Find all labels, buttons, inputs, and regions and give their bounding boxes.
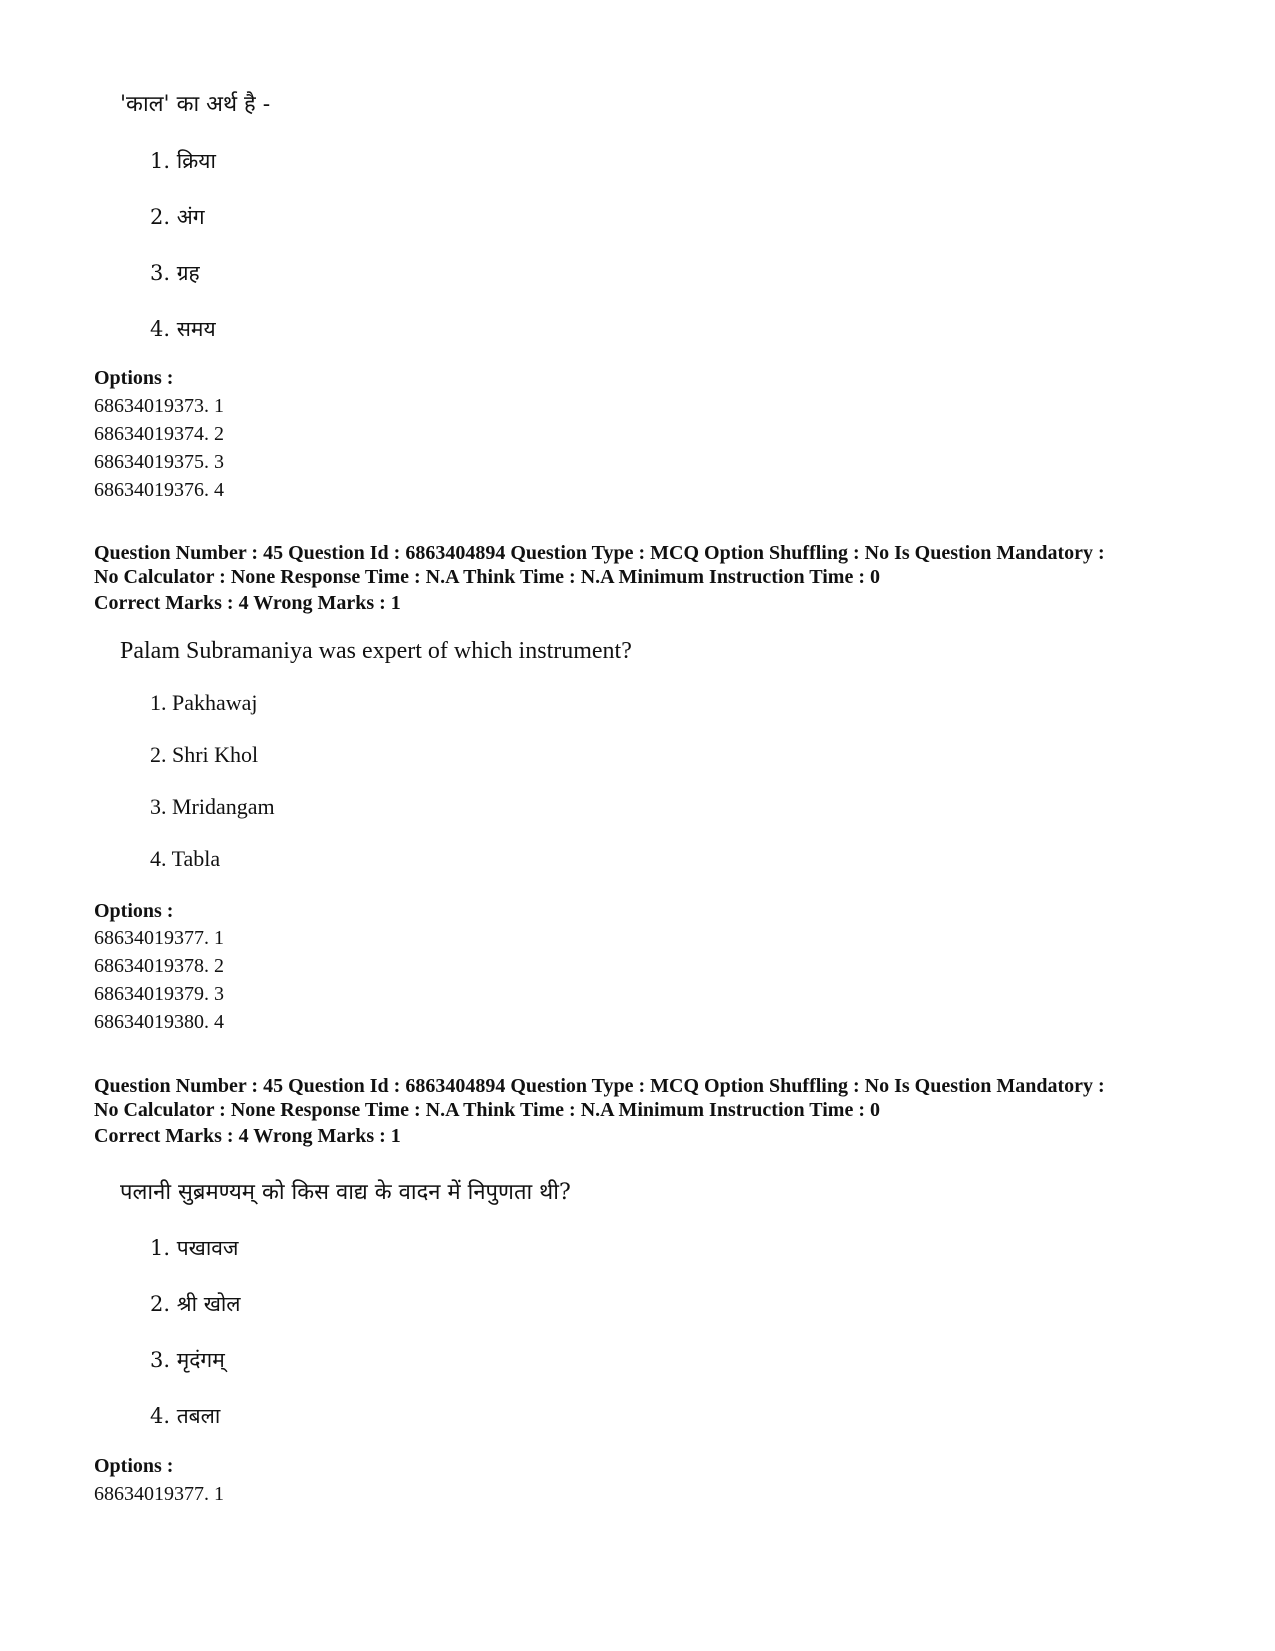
question-text: पलानी सुब्रमण्यम् को किस वाद्य के वादन में निपुणता थी? [120, 1180, 571, 1205]
option-row: 68634019376. 4 [94, 479, 224, 501]
options-label: Options : [94, 1455, 174, 1477]
option-row: 68634019378. 2 [94, 955, 224, 977]
choice-2: 2. श्री खोल [150, 1292, 241, 1316]
option-row: 68634019379. 3 [94, 983, 224, 1005]
marks-line: Correct Marks : 4 Wrong Marks : 1 [94, 592, 401, 614]
choice-1: 1. पखावज [150, 1236, 239, 1260]
choice-1: 1. क्रिया [150, 149, 216, 173]
meta-line-1: Question Number : 45 Question Id : 6863404894 Question Type : MCQ Option Shuffling : No Is Question Mandatory : [94, 1075, 1105, 1097]
meta-line-2: No Calculator : None Response Time : N.A Think Time : N.A Minimum Instruction Time : 0 [94, 566, 880, 588]
question-text: 'काल' का अर्थ है - [120, 92, 271, 117]
options-label: Options : [94, 900, 174, 922]
options-label: Options : [94, 367, 174, 389]
choice-1: 1. Pakhawaj [150, 690, 258, 715]
marks-line: Correct Marks : 4 Wrong Marks : 1 [94, 1125, 401, 1147]
choice-4: 4. Tabla [150, 846, 221, 871]
question-meta [94, 541, 1204, 589]
option-row: 68634019377. 1 [94, 1483, 224, 1505]
choice-3: 3. मृदंगम् [150, 1348, 225, 1372]
choice-3: 3. ग्रह [150, 261, 200, 285]
option-row: 68634019380. 4 [94, 1011, 224, 1033]
option-row: 68634019374. 2 [94, 423, 224, 445]
question-text: Palam Subramaniya was expert of which instrument? [120, 638, 632, 664]
choice-3: 3. Mridangam [150, 794, 275, 819]
choice-2: 2. अंग [150, 205, 205, 229]
meta-line-1: Question Number : 45 Question Id : 6863404894 Question Type : MCQ Option Shuffling : No Is Question Mandatory : [94, 542, 1105, 564]
option-row: 68634019373. 1 [94, 395, 224, 417]
choice-2: 2. Shri Khol [150, 742, 259, 767]
question-meta [94, 1074, 1204, 1122]
choice-4: 4. तबला [150, 1404, 221, 1428]
option-row: 68634019377. 1 [94, 927, 224, 949]
choice-4: 4. समय [150, 317, 216, 341]
option-row: 68634019375. 3 [94, 451, 224, 473]
meta-line-2: No Calculator : None Response Time : N.A Think Time : N.A Minimum Instruction Time : 0 [94, 1099, 880, 1121]
